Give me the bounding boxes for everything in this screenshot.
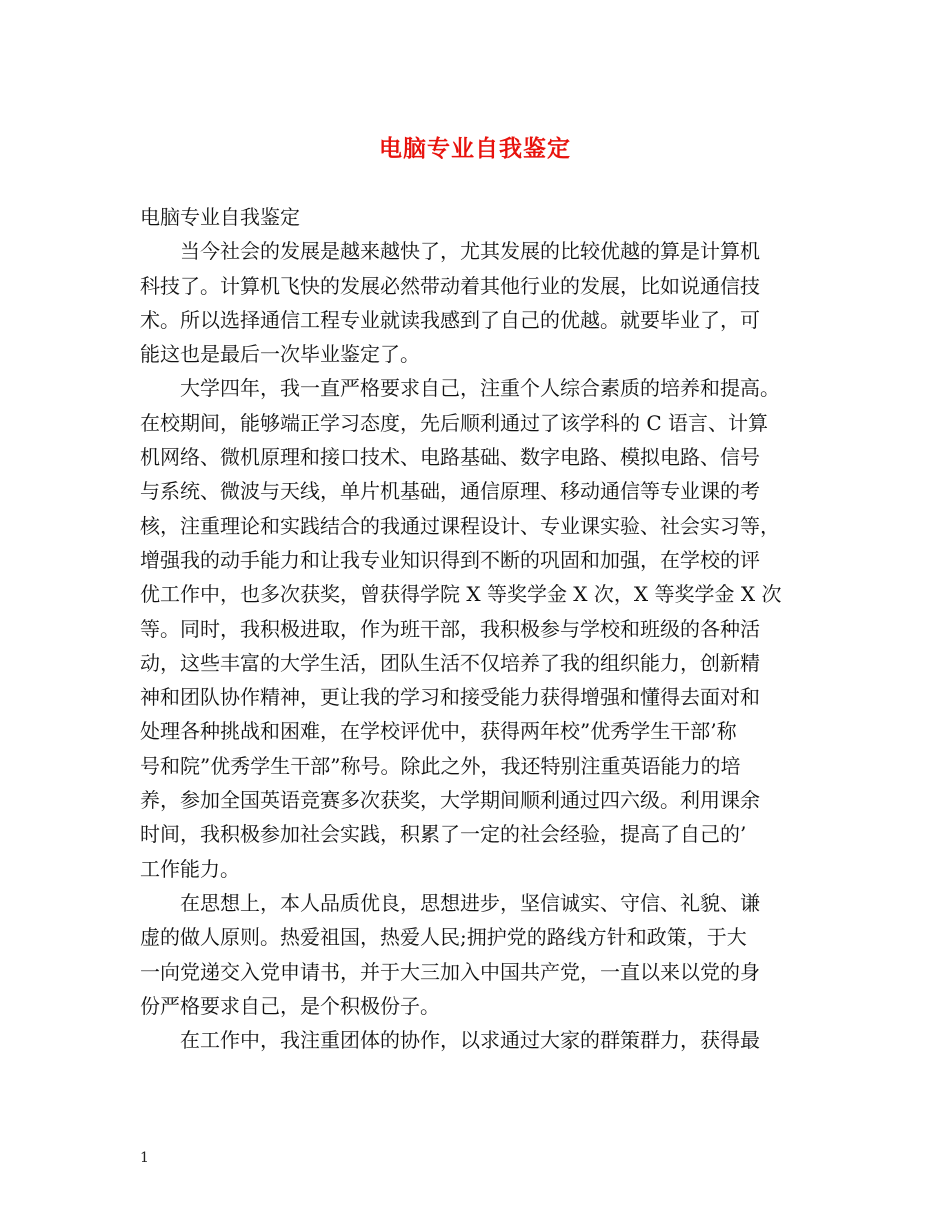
paragraph-thought: 在思想上，本人品质优良，思想进步，坚信诚实、守信、礼貌、谦 虚的做人原则。热爱祖国，热爱人民;拥护党的路线方针和政策，于大 一向党递交入党申请书，并于大三加入中国共产党，一直以来以党的身 份严格要求自己，是个积极份子。 [140, 890, 760, 1018]
paragraph-work: 在工作中，我注重团体的协作，以求通过大家的群策群力，获得最 [180, 1028, 760, 1053]
paragraph-university: 大学四年，我一直严格要求自己，注重个人综合素质的培养和提高。 在校期间，能够端正学习态度，先后顺利通过了该学科的 C 语言、计算 机网络、微机原理和接口技术、电路基础、数字电路、模拟电路、信号 与系统、微波与天线，单片机基础，通信原理、移动通信等专业课的考 核，注重理论和实践结合的我通过课程设计、专业课实验、社会实习等， 增强我的动手能力和让我专业知识得到不断的巩固和加强，在学校的评 优工作中，也多次获奖，曾获得学院 X 等奖学金 X 次，X 等奖学金 X 次 等。同时，我积极进取，作为班干部，我积极参与学校和班级的各种活 动，这些丰富的大学生活，团队生活不仅培养了我的组织能力，创新精 神和团队协作精神，更让我的学习和接受能力获得增强和懂得去面对和 处理各种挑战和困难，在学校评优中，获得两年校”优秀学生干部’称 号和院”优秀学生干部”称号。除此之外，我还特别注重英语能力的培 养，参加全国英语竞赛多次获奖，大学期间顺利通过四六级。利用课余 时间，我积极参加社会实践，积累了一定的社会经验，提高了自己的’ 工作能力。 [140, 376, 782, 881]
paragraph-intro: 当今社会的发展是越来越快了，尤其发展的比较优越的算是计算机 科技了。计算机飞快的发展必然带动着其他行业的发展，比如说通信技 术。所以选择通信工程专业就读我感到了自己的优越。就要毕业了，可 能这也是最后一次毕业鉴定了。 [140, 239, 760, 367]
page-number: 1 [140, 1150, 149, 1166]
document-body [140, 200, 808, 1057]
document-title: 电脑专业自我鉴定 [379, 135, 571, 162]
document-subtitle: 电脑专业自我鉴定 [140, 205, 300, 229]
